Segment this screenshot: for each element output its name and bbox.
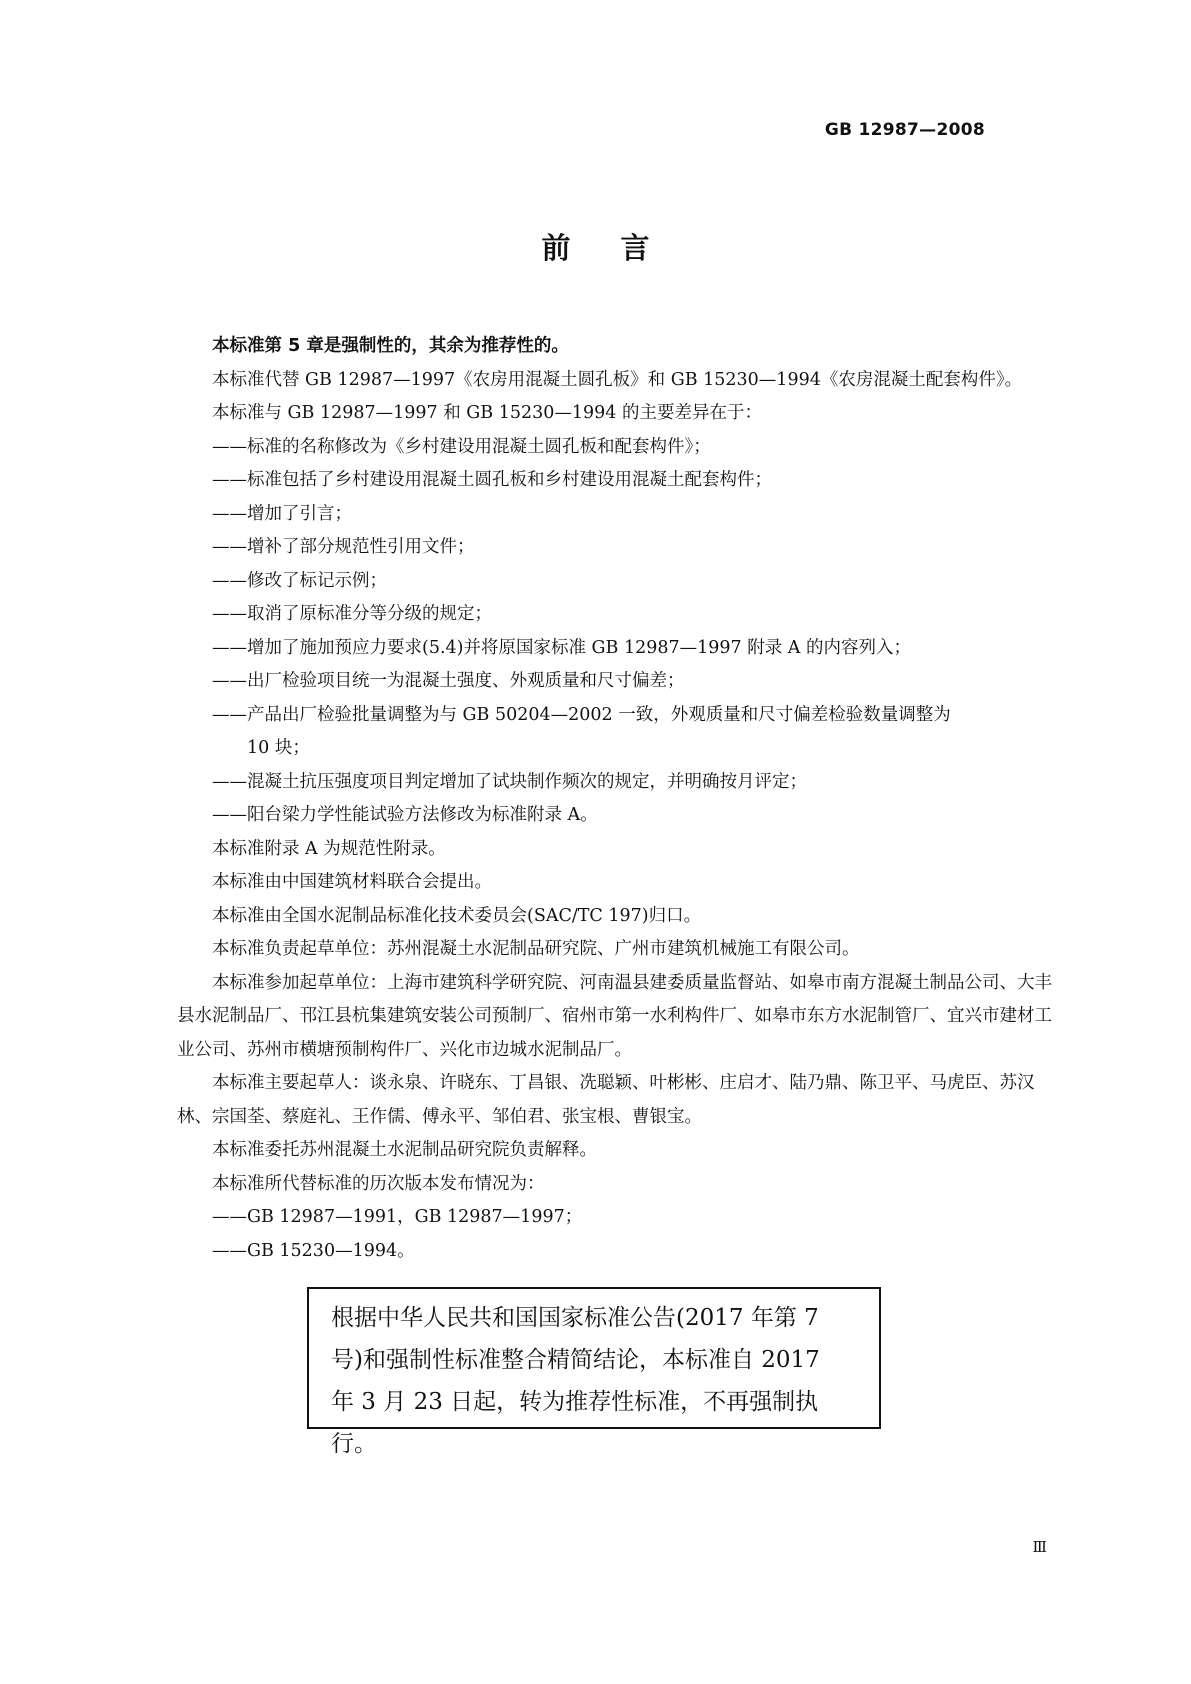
paragraph-differences-intro: 本标准与 GB 12987—1997 和 GB 15230—1994 的主要差异在于： <box>212 403 762 423</box>
list-item: ——GB 15230—1994。 <box>212 1240 415 1261</box>
notice-line: 根据中华人民共和国国家标准公告(2017 年第 7 <box>331 1305 819 1331</box>
notice-box <box>307 1287 881 1457</box>
list-item: ——出厂检验项目统一为混凝土强度、外观质量和尺寸偏差； <box>212 671 685 691</box>
standard-number: GB 12987—2008 <box>824 120 985 140</box>
list-item: ——取消了原标准分等分级的规定； <box>212 604 492 624</box>
paragraph-annex: 本标准附录 A 为规范性附录。 <box>212 838 446 859</box>
paragraph-interpretation: 本标准委托苏州混凝土水泥制品研究院负责解释。 <box>212 1140 597 1160</box>
notice-line: 号)和强制性标准整合精简结论，本标准自 2017 <box>331 1347 820 1373</box>
list-item: ——GB 12987—1991，GB 12987—1997； <box>212 1207 583 1227</box>
list-item: ——标准包括了乡村建设用混凝土圆孔板和乡村建设用混凝土配套构件； <box>212 470 772 490</box>
paragraph-drafters: 本标准主要起草人：谈永泉、许晓东、丁昌银、冼聪颖、叶彬彬、庄启才、陆乃鼎、陈卫平、马虎臣、苏汉林、宗国荃、蔡庭礼、王作儒、傅永平、邹伯君、张宝根、曹银宝。 <box>177 1073 1035 1127</box>
list-item: ——增加了引言； <box>212 503 352 524</box>
paragraph-mandatory: 本标准第 5 章是强制性的，其余为推荐性的。 <box>212 336 569 356</box>
list-item: ——混凝土抗压强度项目判定增加了试块制作频次的规定，并明确按月评定； <box>212 771 807 792</box>
list-item: ——修改了标记示例； <box>212 570 387 591</box>
paragraph-under-jurisdiction: 本标准由全国水泥制品标准化技术委员会(SAC/TC 197)归口。 <box>212 905 702 926</box>
notice-line: 年 3 月 23 日起，转为推荐性标准，不再强制执行。 <box>331 1389 819 1457</box>
foreword-body <box>177 330 1067 1268</box>
page-number: Ⅲ <box>1032 1538 1047 1556</box>
list-item: ——标准的名称修改为《乡村建设用混凝土圆孔板和配套构件》； <box>212 436 711 457</box>
paragraph-replaces: 本标准代替 GB 12987—1997《农房用混凝土圆孔板》和 GB 15230—1994《农房混凝土配套构件》。 <box>212 369 1023 390</box>
paragraph-proposed-by: 本标准由中国建筑材料联合会提出。 <box>212 872 492 892</box>
page-title: 前言 <box>541 231 700 265</box>
list-item: ——产品出厂检验批量调整为与 GB 50204—2002 一致，外观质量和尺寸偏差检验数量调整为 <box>212 704 951 725</box>
paragraph-history-intro: 本标准所代替标准的历次版本发布情况为： <box>212 1173 545 1194</box>
list-item: ——增加了施加预应力要求(5.4)并将原国家标准 GB 12987—1997 附录 A 的内容列入； <box>212 637 911 658</box>
list-item: ——阳台梁力学性能试验方法修改为标准附录 A。 <box>212 805 598 825</box>
list-item-continuation: 10 块； <box>247 738 310 758</box>
paragraph-drafting-units: 本标准负责起草单位：苏州混凝土水泥制品研究院、广州市建筑机械施工有限公司。 <box>212 939 860 959</box>
paragraph-participating-units: 本标准参加起草单位：上海市建筑科学研究院、河南温县建委质量监督站、如皋市南方混凝土制品公司、大丰县水泥制品厂、邗江县杭集建筑安装公司预制厂、宿州市第一水利构件厂、如皋市东方水泥制管厂、宜兴市建材工业公司、苏州市横塘预制构件厂、兴化市边城水泥制品厂。 <box>177 972 1052 1060</box>
list-item: ——增补了部分规范性引用文件； <box>212 537 475 557</box>
